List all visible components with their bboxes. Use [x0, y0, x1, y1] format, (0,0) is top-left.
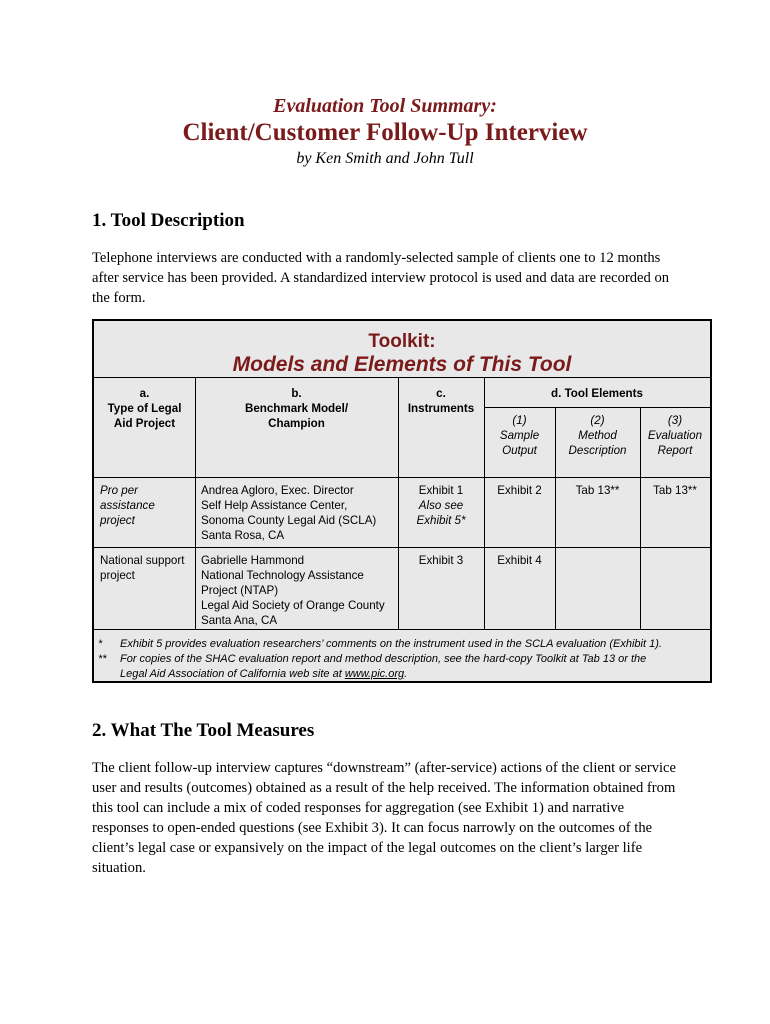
footnote-mark: **: [98, 653, 107, 665]
cell-line: Santa Ana, CA: [201, 614, 278, 627]
header-sub-line: Sample: [499, 429, 540, 442]
header-sub-line: Report: [657, 444, 693, 457]
cell-line: Andrea Agloro, Exec. Director: [201, 484, 354, 497]
title-block: [0, 94, 770, 169]
cell-line: Project (NTAP): [201, 584, 279, 597]
row1-instruments: [398, 483, 484, 528]
header-col-c-line: Instruments: [407, 402, 475, 415]
cell-line: Also see: [418, 499, 464, 512]
header-col-a: [94, 386, 195, 431]
header-sub-line: (1): [512, 414, 527, 427]
section1-heading: 1. Tool Description: [92, 210, 245, 231]
cell-line: Exhibit 5*: [416, 514, 466, 527]
header-col-b: [195, 386, 398, 431]
header-col-b-line: Champion: [268, 417, 325, 430]
toolkit-table: [92, 319, 712, 683]
doc-title: Client/Customer Follow-Up Interview: [182, 119, 588, 146]
table-rule: [94, 547, 710, 548]
cell-line: project: [100, 569, 135, 582]
header-col-a-line: a.: [139, 387, 150, 400]
footnote-text: For copies of the SHAC evaluation report and method description, see the hard-copy Toolkit at Tab 13 or the: [120, 653, 647, 665]
header-sample-output: [484, 413, 555, 458]
section2-text: The client follow-up interview captures “downstream” (after-service) actions of the client or service user and results (outcomes) obtained as a result of the help received. The information obtained from this tool can include a mix of coded responses for aggregation (see Exhibit 1) and narrative responses to open-ended questions (see Exhibit 3). It can focus narrowly on the outcomes of the client’s legal case or expansively on the impact of the legal outcomes on the client’s larger life situation.: [92, 760, 677, 876]
row1-champion: [201, 483, 397, 543]
row1-project-type: [100, 483, 192, 528]
footnote-text-segment: .: [404, 668, 408, 680]
header-col-c-line: c.: [436, 387, 446, 400]
header-method-description: [555, 413, 640, 458]
doc-byline: by Ken Smith and John Tull: [296, 150, 474, 167]
toolkit-title: Toolkit:: [368, 331, 436, 352]
doc-kicker: Evaluation Tool Summary:: [273, 95, 497, 117]
footnote-text-segment: Legal Aid Association of California web site at: [120, 668, 345, 680]
header-col-c: [398, 386, 484, 416]
table-rule: [94, 477, 710, 478]
row2-sample-output: Exhibit 4: [497, 554, 542, 567]
header-sub-line: (2): [590, 414, 605, 427]
header-col-d: d. Tool Elements: [551, 387, 643, 400]
row2-instruments: [398, 553, 484, 568]
row2-champion: [201, 553, 397, 628]
cell-line: Exhibit 3: [418, 554, 464, 567]
cell-line: assistance: [100, 499, 155, 512]
cell-line: National support: [100, 554, 185, 567]
table-rule: [484, 407, 710, 408]
footnote-text: [120, 667, 708, 682]
cell-line: Exhibit 1: [418, 484, 464, 497]
footnote-text: Exhibit 5 provides evaluation researchers’ comments on the instrument used in the SCLA evaluation (Exhibit 1).: [120, 638, 662, 650]
section1-text: Telephone interviews are conducted with a randomly-selected sample of clients one to 12 months after service has been provided. A standardized interview protocol is used and data are recorded on the form.: [92, 250, 670, 306]
header-sub-line: Method: [578, 429, 617, 442]
cell-line: Pro per: [100, 484, 139, 497]
row1-evaluation-report: Tab 13**: [653, 484, 697, 497]
table-rule: [94, 629, 710, 630]
header-sub-line: Output: [502, 444, 537, 457]
header-evaluation-report: [640, 413, 710, 458]
header-col-b-line: Benchmark Model/: [244, 402, 349, 415]
cell-line: Sonoma County Legal Aid (SCLA): [201, 514, 377, 527]
cell-line: project: [100, 514, 135, 527]
footnote-mark: *: [98, 638, 103, 650]
pic-org-link[interactable]: www.pic.org: [344, 668, 405, 680]
header-sub-line: Description: [568, 444, 627, 457]
row2-project-type: [100, 553, 195, 583]
section2-heading: 2. What The Tool Measures: [92, 720, 315, 741]
row1-sample-output: Exhibit 2: [497, 484, 542, 497]
cell-line: Legal Aid Society of Orange County: [201, 599, 385, 612]
row1-method-description: Tab 13**: [575, 484, 620, 497]
cell-line: National Technology Assistance: [201, 569, 364, 582]
cell-line: Gabrielle Hammond: [201, 554, 305, 567]
cell-line: Self Help Assistance Center,: [201, 499, 348, 512]
header-col-a-line: Type of Legal: [107, 402, 182, 415]
header-sub-line: Evaluation: [647, 429, 703, 442]
header-col-a-line: Aid Project: [113, 417, 176, 430]
header-sub-line: (3): [667, 414, 683, 427]
table-rule: [94, 377, 710, 378]
header-col-b-line: b.: [291, 387, 302, 400]
toolkit-subtitle: Models and Elements of This Tool: [232, 353, 572, 376]
cell-line: Santa Rosa, CA: [201, 529, 285, 542]
